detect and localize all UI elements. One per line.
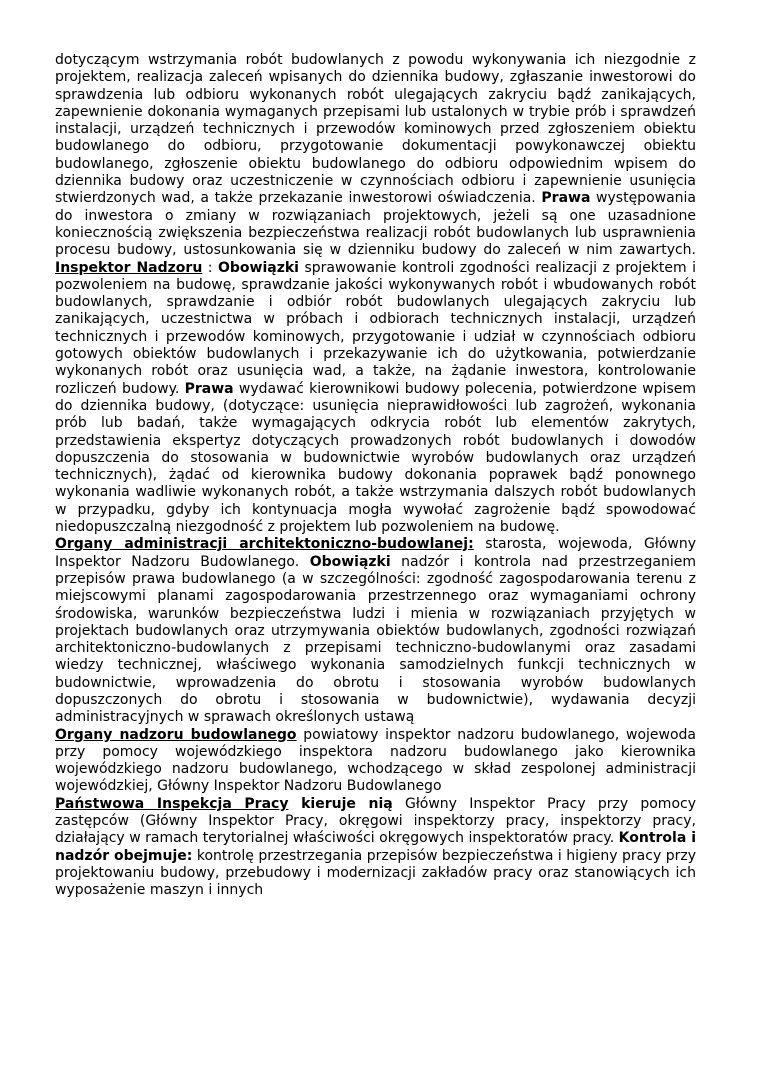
inspekcja-kieruje-label: kieruje nią (288, 795, 393, 812)
inspektor-prawa-label: Prawa (184, 380, 234, 397)
kierownik-prawa-text: występowania do inwestora o zmiany w rozwiązaniach projektowych, jeżeli są one uzasadnione koniecznością zwiększenia bezpieczeństwa realizacji robót budowlanych lub usprawnienia procesu budowy, ustosunkowania się w dzienniku budowy do zaleceń w nim zawartych. (55, 190, 697, 259)
inspektor-prawa-text: wydawać kierownikowi budowy polecenia, potwierdzone wpisem do dziennika budowy, (dotyczące: usunięcia nieprawidłowości lub zagrożeń, wykonania prób lub badań, także wymagających odkrycia robót lub elementów zakrytych, przedstawienia ekspertyz dotyczących prowadzonych robót budowlanych i dowodów dopuszczenia do stosowania w budownictwie wyrobów budowlanych oraz urządzeń technicznych), żądać od kierownika budowy dokonania poprawek bądź ponownego wykonania wadliwie wykonanych robót, a także wstrzymania dalszych robót budowlanych w przypadku, gdyby ich kontynuacja mogła wywołać zagrożenie bądź spowodować niedopuszczalną niezgodność z projektem lub pozwoleniem na budowę. (55, 380, 696, 536)
inspekcja-kontrola-label: Kontrola i nadzór obejmuje: (55, 830, 696, 864)
organy-administracji-text: starosta, wojewoda, Główny Inspektor Nadzoru Budowlanego. (55, 536, 696, 570)
paragraph-organy-administracji (55, 536, 696, 726)
inspekcja-kontrola-text: kontrolę przestrzegania przepisów bezpieczeństwa i higieny pracy przy projektowaniu budowy, przebudowy i modernizacji zakładów pracy oraz stanowiących ich wyposażenie maszyn i innych (55, 847, 696, 899)
organy-nadzoru-heading: Organy nadzoru budowlanego (55, 726, 297, 743)
inspektor-obowiazki-text: sprawowanie kontroli zgodności realizacji z projektem i pozwoleniem na budowę, sprawdzanie jakości wykonywanych robót i wbudowanych robót budowlanych, sprawdzanie i odbiór robót budowlanych ulegających zakryciu lub zanikających, uczestnictwa w próbach i odbiorach technicznych instalacji, urządzeń technicznych i przewodów kominowych, przygotowanie i udział w czynnościach odbioru gotowych obiektów budowlanych i przekazywanie ich do użytkowania, potwierdzanie wykonanych robót oraz usunięcia wad, a także, na żądanie inwestora, kontrolowanie rozliczeń budowy. (55, 259, 696, 397)
inspektor-obowiazki-label: Obowiązki (218, 259, 299, 276)
inspektor-nadzoru-heading: Inspektor Nadzoru (55, 259, 203, 276)
document-body (55, 52, 696, 900)
inspekcja-kieruje-text: Główny Inspektor Pracy przy pomocy zastępców (Główny Inspektor Pracy, okręgowi inspektorzy pracy, inspektorzy pracy, działający w ramach terytorialnej właściwości okręgowych inspektoratów pracy. (55, 795, 696, 847)
paragraph-inspekcja-pracy (55, 796, 696, 900)
organy-administracji-obowiazki-label: Obowiązki (309, 553, 391, 570)
paragraph-organy-nadzoru (55, 727, 696, 796)
organy-administracji-heading: Organy administracji architektoniczno-budowlanej: (55, 536, 474, 553)
organy-nadzoru-text: powiatowy inspektor nadzoru budowlanego, wojewoda przy pomocy wojewódzkiego inspektora nadzoru budowlanego jako kierownika wojewódzkiego nadzoru budowlanego, wchodzącego w skład zespolonej administracji wojewódzkiej, Główny Inspektor Nadzoru Budowlanego (55, 726, 696, 795)
organy-administracji-obowiazki-text: nadzór i kontrola nad przestrzeganiem przepisów prawa budowlanego (a w szczególności: zgodność zagospodarowania terenu z miejscowymi planami zagospodarowania przestrzennego oraz wymaganiami ochrony środowiska, warunków bezpieczeństwa ludzi i mienia w rozwiązaniach przyjętych w projektach budowlanych oraz utrzymywania obiektów budowlanych, zgodności rozwiązań architektoniczno-budowlanych z przepisami techniczno-budowlanymi oraz zasadami wiedzy technicznej, właściwego wykonania samodzielnych funkcji technicznych w budownictwie, wprowadzenia do obrotu i stosowania wyrobów budowlanych dopuszczonych do obrotu i stosowania w budownictwie), wydawania decyzji administracyjnych w sprawach określonych ustawą (55, 553, 696, 726)
kierownik-obowiazki-text: dotyczącym wstrzymania robót budowlanych z powodu wykonywania ich niezgodnie z projektem, realizacja zaleceń wpisanych do dziennika budowy, zgłaszanie inwestorowi do sprawdzenia lub odbioru wykonanych robót ulegających zakryciu bądź zanikających, zapewnienie dokonania wymaganych przepisami lub ustalonych w trybie prób i sprawdzeń instalacji, urządzeń technicznych i przewodów kominowych przed zgłoszeniem obiektu budowlanego do odbioru, przygotowanie dokumentacji powykonawczej obiektu budowlanego, zgłoszenie obiektu budowlanego do odbioru odpowiednim wpisem do dziennika budowy oraz uczestniczenie w czynnościach odbioru i zapewnienie usunięcia stwierdzonych wad, a także przekazanie inwestorowi oświadczenia. (55, 52, 696, 207)
inspektor-separator: : (202, 259, 218, 276)
kierownik-prawa-label: Prawa (541, 190, 591, 207)
inspekcja-pracy-heading: Państwowa Inspekcja Pracy (55, 795, 289, 812)
paragraph-kierownik-budowy (55, 52, 696, 536)
